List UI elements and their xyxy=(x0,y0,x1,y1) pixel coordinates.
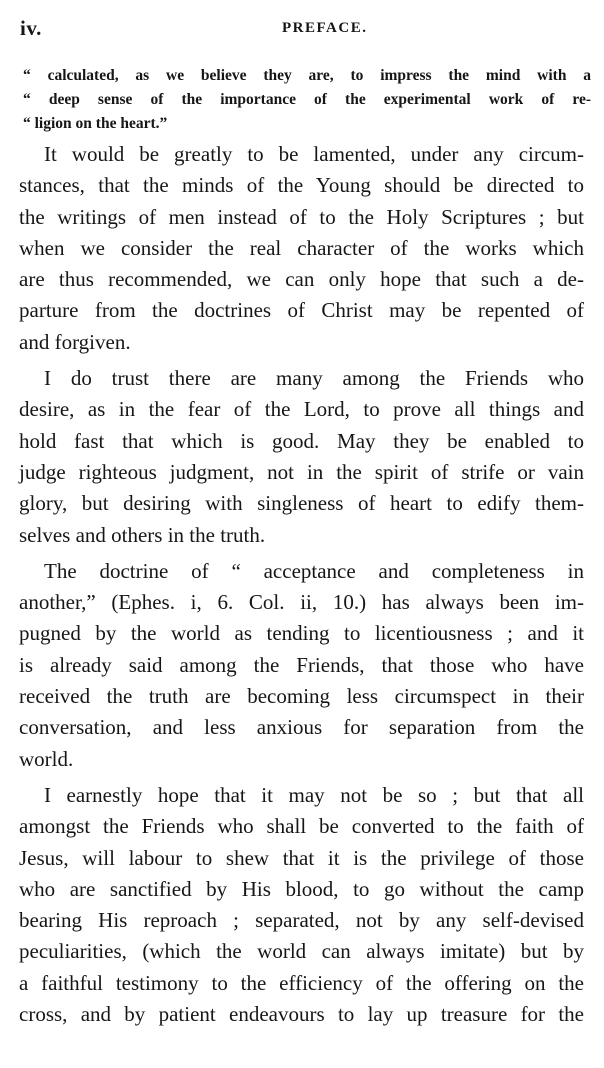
text-line: bearing His reproach ; separated, not by any self-devised xyxy=(19,908,584,933)
paragraph xyxy=(19,556,584,775)
body-text xyxy=(19,139,584,1030)
text-line: I earnestly hope that it may not be so ; but that all xyxy=(44,782,584,807)
paragraph xyxy=(19,363,584,551)
text-line: parture from the doctrines of Christ may be repented of xyxy=(19,298,584,323)
text-line: the writings of men instead of to the Holy Scriptures ; but xyxy=(19,204,584,229)
text-line: is already said among the Friends, that those who have xyxy=(19,652,584,677)
text-line: cross, and by patient endeavours to lay up treasure for the xyxy=(19,1002,584,1027)
quote-line: “ calculated, as we believe they are, to impress the mind with a xyxy=(23,67,591,84)
text-line: desire, as in the fear of the Lord, to prove all things and xyxy=(19,397,584,422)
text-line: are thus recommended, we can only hope that such a de- xyxy=(19,267,584,292)
text-line: selves and others in the truth. xyxy=(19,522,266,547)
text-line: Jesus, will labour to shew that it is the privilege of those xyxy=(19,845,584,870)
text-line: conversation, and less anxious for separation from the xyxy=(19,715,584,740)
text-line: The doctrine of “ acceptance and completeness in xyxy=(44,558,584,583)
page-number: iv. xyxy=(20,16,42,40)
quote-line: “ ligion on the heart.” xyxy=(23,115,168,132)
text-line: stances, that the minds of the Young should be directed to xyxy=(19,173,584,198)
text-line: another,” (Ephes. i, 6. Col. ii, 10.) has always been im- xyxy=(19,590,584,615)
quote-line: “ deep sense of the importance of the experimental work of re- xyxy=(23,91,591,108)
quotation-block xyxy=(23,64,591,136)
text-line: world. xyxy=(19,746,74,771)
text-line: hold fast that which is good. May they be enabled to xyxy=(19,428,584,453)
text-line: glory, but desiring with singleness of heart to edify them- xyxy=(19,491,584,516)
paragraph xyxy=(19,139,584,358)
text-line: peculiarities, (which the world can always imitate) but by xyxy=(19,939,584,964)
paragraph xyxy=(19,780,584,1030)
text-line: pugned by the world as tending to licentiousness ; and it xyxy=(19,621,584,646)
text-line: amongst the Friends who shall be converted to the faith of xyxy=(19,814,584,839)
text-line: It would be greatly to be lamented, under any circum- xyxy=(44,142,584,166)
text-line: received the truth are becoming less circumspect in their xyxy=(19,684,584,709)
page-header xyxy=(20,16,584,46)
text-line: a faithful testimony to the efficiency of the offering on the xyxy=(19,970,584,995)
text-line: who are sanctified by His blood, to go without the camp xyxy=(19,876,584,901)
text-line: I do trust there are many among the Friends who xyxy=(44,366,584,391)
text-line: when we consider the real character of the works which xyxy=(19,235,584,260)
running-head: PREFACE. xyxy=(282,20,368,36)
text-line: and forgiven. xyxy=(19,329,131,354)
text-line: judge righteous judgment, not in the spirit of strife or vain xyxy=(19,459,584,484)
